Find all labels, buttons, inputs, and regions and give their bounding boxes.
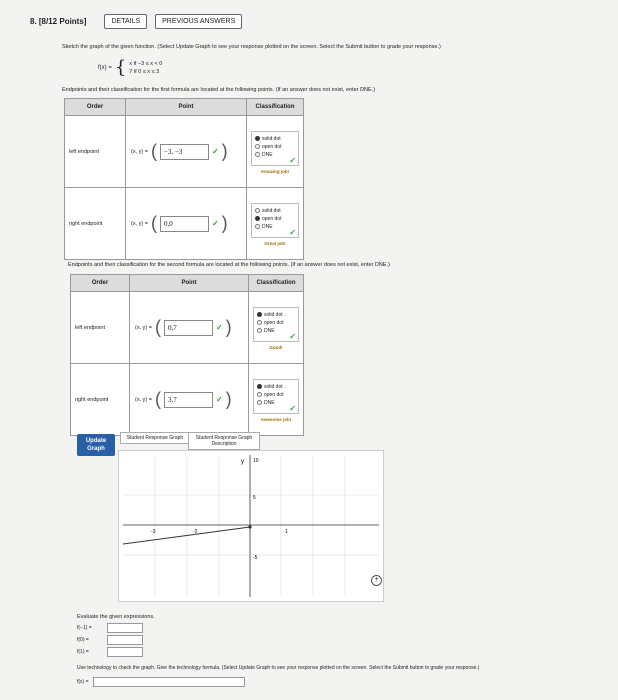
point-input[interactable]: 0,0 [160,216,209,232]
answer-input[interactable] [107,623,143,633]
radio-open-dot[interactable]: open dot [257,391,295,399]
tick-label-xneg3: -3 [151,529,156,535]
function-case-2: 7 if 0 ≤ x ≤ 3 [129,69,160,75]
tick-label-y5: 5 [253,495,256,501]
left-paren-icon: ( [150,213,157,233]
radio-icon [257,392,262,397]
details-button[interactable]: DETAILS [104,14,147,29]
radio-open-dot[interactable]: open dot [257,319,295,327]
radio-icon [255,152,260,157]
section1-title: Endpoints and their classification for the first formula are located at the following points. (If an answer does not exist, enter DNE.) [62,87,376,93]
feedback-text: Great job! [264,240,286,246]
header-order: Order [65,99,126,116]
classification-group [251,203,299,238]
radio-icon [255,224,260,229]
radio-solid-dot[interactable]: solid dot [257,383,295,391]
previous-answers-button[interactable]: PREVIOUS ANSWERS [155,14,242,29]
correct-check-icon: ✓ [289,227,296,237]
radio-open-dot[interactable]: open dot [255,143,295,151]
correct-check-icon: ✓ [289,403,296,413]
radio-dne[interactable]: DNE [257,327,295,335]
header-point: Point [126,99,247,116]
function-cases [129,60,162,76]
radio-solid-dot[interactable]: solid dot [255,207,295,215]
technology-text: Use technology to check the graph. Give the technology formula. (Select Update Graph to see your response plotted on the screen. Select the Submit button to grade your response.) [77,665,480,671]
order-label: right endpoint [71,364,130,436]
point-input[interactable]: 0,7 [164,320,213,336]
feedback-text: Awesome job! [260,416,292,422]
tick-label-y10: 10 [253,458,259,464]
correct-check-icon: ✓ [289,155,296,165]
header-order: Order [71,275,130,292]
point-label: (x, y) = [135,324,152,331]
technology-formula-input[interactable] [93,677,245,687]
add-icon[interactable]: + [371,575,382,586]
instructions: Sketch the graph of the given function. (Select Update Graph to see your response plotted on the screen. Select the Submit button to grade your response.) [62,44,441,50]
answer-input[interactable] [107,647,143,657]
right-paren-icon: ) [225,317,232,337]
header-classification: Classification [249,275,304,292]
table-row [65,188,304,260]
correct-check-icon: ✓ [215,323,223,332]
order-label: right endpoint [65,188,126,260]
feedback-text: Good! [269,344,283,350]
question-header [30,14,242,29]
plotted-point [248,525,251,528]
right-paren-icon: ) [225,389,232,409]
update-graph-button[interactable]: Update Graph [77,434,115,456]
function-case-1: x if −3 ≤ x < 0 [129,61,163,67]
evaluate-row: f(1) = [77,647,155,657]
point-entry [127,213,245,234]
point-label: (x, y) = [135,396,152,403]
point-input[interactable]: −3, −3 [160,144,209,160]
tab-graph-description[interactable]: Student Response Graph Description [188,432,260,450]
point-entry [131,317,247,338]
tick-label-x1: 1 [285,529,288,535]
point-entry [131,389,247,410]
tick-label-xneg2: -2 [193,529,198,535]
left-paren-icon: ( [150,141,157,161]
right-paren-icon: ) [221,213,228,233]
answer-input[interactable] [107,635,143,645]
classification-group [253,379,299,414]
radio-icon [257,320,262,325]
feedback-text: Amazing job! [260,168,290,174]
tab-student-response-graph[interactable]: Student Response Graph [120,432,190,444]
correct-check-icon: ✓ [211,219,219,228]
correct-check-icon: ✓ [215,395,223,404]
table-row [71,364,304,436]
correct-check-icon: ✓ [289,331,296,341]
classification-group [251,131,299,166]
radio-dne[interactable]: DNE [255,223,295,231]
function-definition [98,57,163,78]
radio-selected-icon [255,136,260,141]
radio-selected-icon [255,216,260,221]
correct-check-icon: ✓ [211,147,219,156]
radio-solid-dot[interactable]: solid dot [257,311,295,319]
left-paren-icon: ( [154,317,161,337]
y-axis-label: y [241,459,244,465]
point-label: (x, y) = [131,220,148,227]
point-entry [127,141,245,162]
evaluate-row: f(−1) = [77,623,155,633]
plotted-segment [123,527,250,544]
point-label: (x, y) = [131,148,148,155]
radio-dne[interactable]: DNE [257,399,295,407]
function-lhs: f(x) = [98,65,112,71]
order-label: left endpoint [65,116,126,188]
radio-selected-icon [257,312,262,317]
question-number: 8. [8/12 Points] [30,17,87,26]
evaluate-section [77,614,155,659]
radio-icon [255,208,260,213]
radio-dne[interactable]: DNE [255,151,295,159]
section2-table [70,274,304,436]
radio-solid-dot[interactable]: solid dot [255,135,295,143]
technology-label: f(x) = [77,679,89,685]
classification-group [253,307,299,342]
evaluate-title: Evaluate the given expressions. [77,614,155,620]
brace-icon: { [114,57,127,78]
order-label: left endpoint [71,292,130,364]
evaluate-row: f(0) = [77,635,155,645]
radio-icon [257,328,262,333]
tick-label-yneg5: -5 [253,555,258,561]
technology-row [77,677,245,687]
radio-icon [255,144,260,149]
section1-table [64,98,304,260]
header-point: Point [130,275,249,292]
section2-title: Endpoints and their classification for the second formula are located at the following points. (If an answer does not exist, enter DNE.) [68,262,390,268]
radio-open-dot[interactable]: open dot [255,215,295,223]
point-input[interactable]: 3,7 [164,392,213,408]
left-paren-icon: ( [154,389,161,409]
radio-icon [257,400,262,405]
table-row [65,116,304,188]
graph-canvas[interactable] [119,451,383,601]
header-classification: Classification [247,99,304,116]
right-paren-icon: ) [221,141,228,161]
graph-panel[interactable] [118,450,384,602]
radio-selected-icon [257,384,262,389]
table-row [71,292,304,364]
